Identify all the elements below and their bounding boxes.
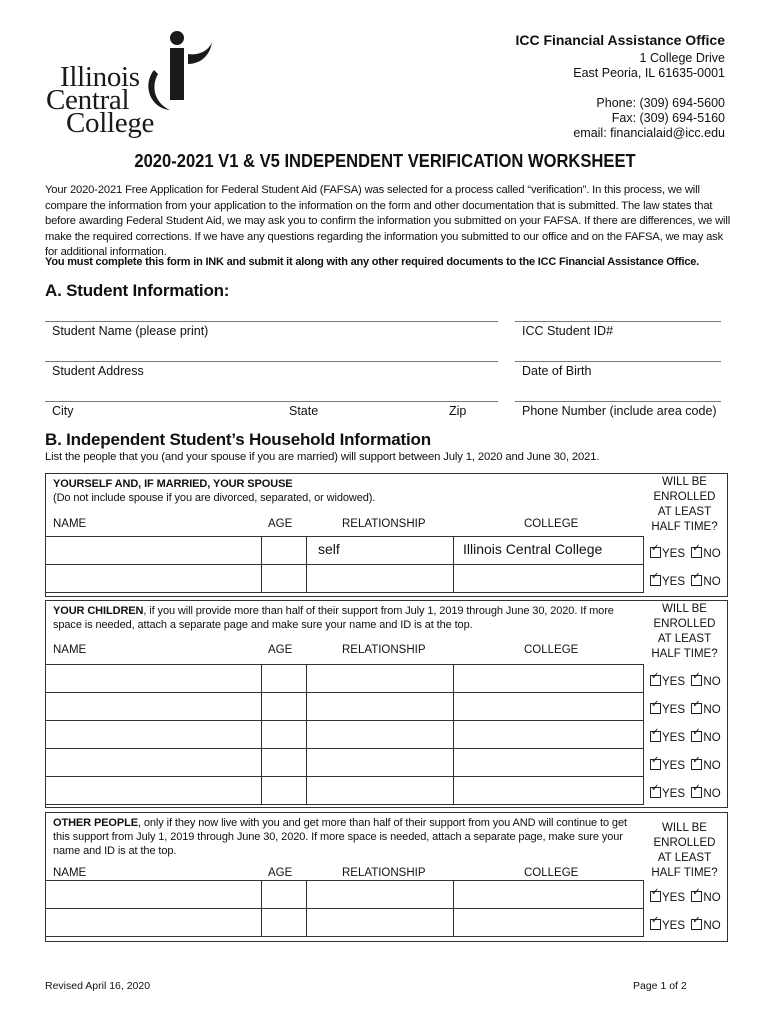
college-cell[interactable]	[453, 564, 644, 593]
check-icon: ✓	[651, 571, 660, 582]
yes-checkbox[interactable]	[650, 887, 661, 902]
college-cell[interactable]	[453, 748, 644, 777]
yes-label: YES	[662, 548, 686, 560]
yes-checkbox[interactable]	[650, 727, 661, 742]
enrolled-yes-no	[650, 571, 721, 588]
enrolled-yes-no	[650, 783, 721, 800]
col-age: AGE	[268, 867, 293, 879]
no-label: NO	[703, 576, 721, 588]
no-label: NO	[703, 892, 721, 904]
name-cell[interactable]	[45, 536, 262, 565]
phone-field[interactable]	[515, 401, 721, 402]
name-cell[interactable]	[45, 720, 262, 749]
age-cell[interactable]	[261, 908, 307, 937]
check-icon: ✓	[651, 887, 660, 898]
enrolled-l2: ENROLLED	[653, 491, 716, 503]
no-label: NO	[703, 548, 721, 560]
section-b-instructions: List the people that you (and your spouse if you are married) will support between July 1, 2020 and June 30, 2021.	[45, 451, 600, 463]
enrolled-l1: WILL BE	[662, 603, 707, 615]
yes-label: YES	[662, 892, 686, 904]
age-cell[interactable]	[261, 692, 307, 721]
check-icon: ✓	[692, 755, 701, 766]
enrolled-l2: ENROLLED	[653, 837, 716, 849]
yes-label: YES	[662, 576, 686, 588]
group2-heading	[53, 604, 643, 632]
relationship-cell[interactable]	[306, 748, 454, 777]
phone-label: Phone Number (include area code)	[522, 404, 717, 418]
student-id-label: ICC Student ID#	[522, 324, 614, 338]
group3-heading-bold: OTHER PEOPLE	[53, 817, 138, 829]
check-icon: ✓	[651, 699, 660, 710]
row1-college-value: Illinois Central College	[463, 541, 603, 557]
no-label: NO	[703, 704, 721, 716]
enrolled-l2: ENROLLED	[653, 618, 716, 630]
check-icon: ✓	[651, 543, 660, 554]
name-cell[interactable]	[45, 748, 262, 777]
no-checkbox[interactable]	[691, 543, 702, 558]
dob-field[interactable]	[515, 361, 721, 362]
office-name: ICC Financial Assistance Office	[515, 32, 725, 48]
zip-label: Zip	[449, 404, 467, 418]
relationship-cell[interactable]	[306, 880, 454, 909]
office-contact	[395, 33, 725, 141]
age-cell[interactable]	[261, 748, 307, 777]
check-icon: ✓	[692, 571, 701, 582]
no-label: NO	[703, 732, 721, 744]
enrolled-yes-no	[650, 887, 721, 904]
relationship-cell[interactable]	[306, 720, 454, 749]
age-cell[interactable]	[261, 664, 307, 693]
college-cell[interactable]	[453, 692, 644, 721]
city-label: City	[52, 404, 74, 418]
office-phone: Phone: (309) 694-5600	[596, 96, 725, 110]
yes-checkbox[interactable]	[650, 915, 661, 930]
no-checkbox[interactable]	[691, 571, 702, 586]
yes-label: YES	[662, 760, 686, 772]
col-relationship: RELATIONSHIP	[342, 644, 426, 656]
enrolled-l1: WILL BE	[662, 822, 707, 834]
no-checkbox[interactable]	[691, 755, 702, 770]
row1-relationship-value: self	[318, 541, 340, 557]
section-b-title: B. Independent Student’s Household Information	[45, 430, 431, 449]
page-number: Page 1 of 2	[633, 980, 687, 992]
check-icon: ✓	[651, 727, 660, 738]
office-address2: East Peoria, IL 61635-0001	[573, 66, 725, 80]
col-name: NAME	[53, 644, 87, 656]
enrolled-l3: AT LEAST	[657, 506, 712, 518]
age-cell[interactable]	[261, 536, 307, 565]
yes-checkbox[interactable]	[650, 699, 661, 714]
college-cell[interactable]	[453, 908, 644, 937]
enrolled-header	[642, 602, 727, 662]
check-icon: ✓	[651, 783, 660, 794]
col-name: NAME	[53, 518, 87, 530]
yes-label: YES	[662, 732, 686, 744]
group1-sub: (Do not include spouse if you are divorced, separated, or widowed).	[53, 492, 376, 504]
student-name-field[interactable]	[45, 321, 498, 322]
student-name-label: Student Name (please print)	[52, 324, 209, 338]
check-icon: ✓	[692, 671, 701, 682]
name-cell[interactable]	[45, 692, 262, 721]
student-address-label: Student Address	[52, 364, 144, 378]
enrolled-l3: AT LEAST	[657, 852, 712, 864]
check-icon: ✓	[651, 755, 660, 766]
age-cell[interactable]	[261, 720, 307, 749]
name-cell[interactable]	[45, 908, 262, 937]
student-address-field[interactable]	[45, 361, 498, 362]
enrolled-l4: HALF TIME?	[651, 867, 718, 879]
check-icon: ✓	[692, 699, 701, 710]
ink-note: You must complete this form in INK and submit it along with any other required documents to the ICC Financial Assistance Office.	[45, 256, 700, 268]
check-icon: ✓	[651, 671, 660, 682]
no-checkbox[interactable]	[691, 915, 702, 930]
enrolled-yes-no	[650, 915, 721, 932]
college-cell[interactable]	[453, 776, 644, 805]
no-label: NO	[703, 788, 721, 800]
relationship-cell[interactable]	[306, 908, 454, 937]
yes-checkbox[interactable]	[650, 755, 661, 770]
enrolled-yes-no	[650, 727, 721, 744]
relationship-cell[interactable]	[306, 664, 454, 693]
college-cell[interactable]	[453, 720, 644, 749]
group3-heading-rest: , only if they now live with you and get more than half of their support from you AND will continue to get this support from July 1, 2019 through June 30, 2020. If more space is needed, attach a separate page, make sure your name and ID is at the top.	[53, 817, 627, 857]
enrolled-yes-no	[650, 671, 721, 688]
state-label: State	[289, 404, 319, 418]
revised-date: Revised April 16, 2020	[45, 980, 151, 992]
enrolled-l4: HALF TIME?	[651, 521, 718, 533]
age-cell[interactable]	[261, 776, 307, 805]
no-checkbox[interactable]	[691, 727, 702, 742]
office-fax: Fax: (309) 694-5160	[611, 111, 725, 125]
logo-mark-icon	[140, 30, 215, 112]
col-relationship: RELATIONSHIP	[342, 518, 426, 530]
no-checkbox[interactable]	[691, 671, 702, 686]
enrolled-yes-no	[650, 543, 721, 560]
name-cell[interactable]	[45, 880, 262, 909]
no-checkbox[interactable]	[691, 887, 702, 902]
college-cell[interactable]	[453, 880, 644, 909]
col-college: COLLEGE	[524, 644, 579, 656]
check-icon: ✓	[692, 887, 701, 898]
name-cell[interactable]	[45, 776, 262, 805]
office-email: email: financialaid@icc.edu	[573, 126, 725, 140]
enrolled-l4: HALF TIME?	[651, 648, 718, 660]
age-cell[interactable]	[261, 564, 307, 593]
yes-label: YES	[662, 704, 686, 716]
group2-heading-bold: YOUR CHILDREN	[53, 605, 144, 617]
name-cell[interactable]	[45, 664, 262, 693]
col-age: AGE	[268, 644, 293, 656]
check-icon: ✓	[692, 727, 701, 738]
yes-checkbox[interactable]	[650, 783, 661, 798]
enrolled-yes-no	[650, 755, 721, 772]
page-title: 2020-2021 V1 & V5 INDEPENDENT VERIFICATION WORKSHEET	[134, 151, 636, 171]
group2-heading-rest: , if you will provide more than half of their support from July 1, 2019 through June 30, 2020. If more space is needed, attach a separate page and make sure your name and ID is at the top.	[53, 605, 614, 631]
yes-label: YES	[662, 788, 686, 800]
col-college: COLLEGE	[524, 867, 579, 879]
yes-checkbox[interactable]	[650, 571, 661, 586]
relationship-cell[interactable]	[306, 692, 454, 721]
no-checkbox[interactable]	[691, 783, 702, 798]
logo-line1: Illinois	[60, 61, 140, 93]
enrolled-l1: WILL BE	[662, 476, 707, 488]
enrolled-header	[642, 821, 727, 881]
col-relationship: RELATIONSHIP	[342, 867, 426, 879]
yes-checkbox[interactable]	[650, 543, 661, 558]
check-icon: ✓	[692, 915, 701, 926]
col-college: COLLEGE	[524, 518, 579, 530]
check-icon: ✓	[692, 783, 701, 794]
check-icon: ✓	[692, 543, 701, 554]
enrolled-header	[642, 475, 727, 535]
logo-line3: College	[66, 107, 155, 139]
col-name: NAME	[53, 867, 87, 879]
intro-paragraph: Your 2020-2021 Free Application for Federal Student Aid (FAFSA) was selected for a process called “verification”. In this process, we will compare the information from your application to the information on the form and other documentation that is submitted. The law states that before awarding Federal Student Aid, we may ask you to confirm the information you submitted on your FAFSA. If there are differences, we will make the required corrections. If we have any questions regarding the information you submitted to our office and on the FAFSA, we may ask for additional information.	[45, 184, 731, 259]
relationship-cell[interactable]	[306, 564, 454, 593]
college-cell[interactable]	[453, 664, 644, 693]
no-label: NO	[703, 920, 721, 932]
no-checkbox[interactable]	[691, 699, 702, 714]
group3-heading	[53, 816, 643, 858]
no-label: NO	[703, 760, 721, 772]
relationship-cell[interactable]	[306, 776, 454, 805]
group1-heading: YOURSELF AND, IF MARRIED, YOUR SPOUSE	[53, 478, 293, 490]
logo-line2: Central	[46, 84, 130, 116]
yes-label: YES	[662, 920, 686, 932]
age-cell[interactable]	[261, 880, 307, 909]
yes-checkbox[interactable]	[650, 671, 661, 686]
office-address1: 1 College Drive	[639, 51, 725, 65]
enrolled-l3: AT LEAST	[657, 633, 712, 645]
enrolled-yes-no	[650, 699, 721, 716]
section-a-title: A. Student Information:	[45, 281, 230, 300]
college-logo	[40, 30, 215, 140]
name-cell[interactable]	[45, 564, 262, 593]
dob-label: Date of Birth	[522, 364, 592, 378]
student-id-field[interactable]	[515, 321, 721, 322]
city-state-zip-field[interactable]	[45, 401, 498, 402]
check-icon: ✓	[651, 915, 660, 926]
no-label: NO	[703, 676, 721, 688]
col-age: AGE	[268, 518, 293, 530]
yes-label: YES	[662, 676, 686, 688]
